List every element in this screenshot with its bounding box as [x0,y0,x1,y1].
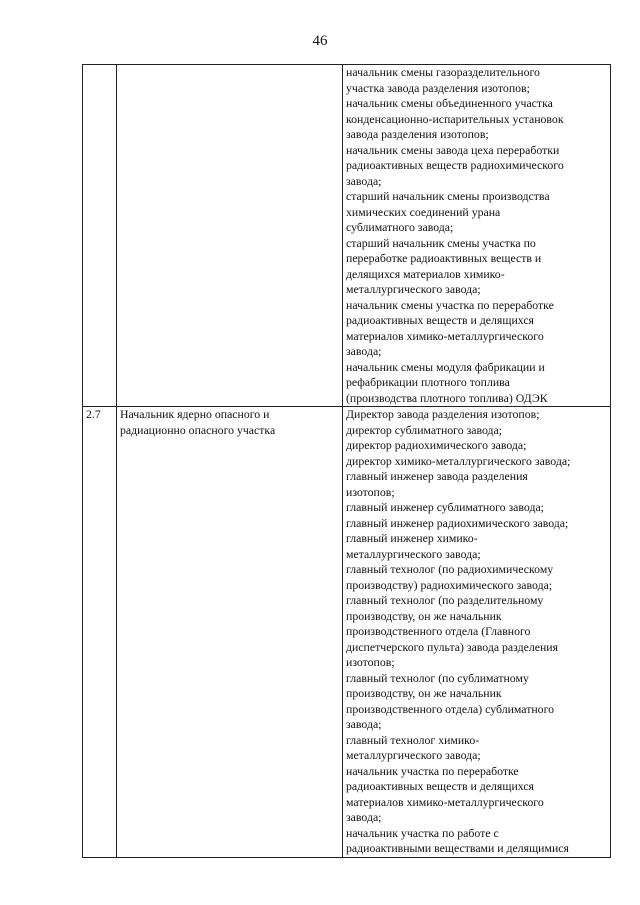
text-line: главный технолог химико- [346,732,480,747]
text-line: производству) радиохимического завода; [346,577,553,592]
text-line: переработке радиоактивных веществ и [346,251,542,265]
text-line: начальник смены модуля фабрикации и [346,359,545,374]
text-line: Директор завода разделения изотопов; [346,407,540,421]
text-line: главный инженер сублиматного завода; [346,500,544,514]
text-line: производству, он же начальник [346,608,502,623]
text-line: главный технолог (по радиохимическому [346,562,554,576]
text-line: главный инженер завода разделения [346,469,528,483]
text-line: начальник смены объединенного участка [346,96,553,110]
text-line: директор химико-металлургического завода; [346,453,571,468]
text-line: начальник участка по переработке [346,763,519,778]
text-line: металлургического завода; [346,546,481,561]
text-line: завода; [346,344,382,358]
text-line: старший начальник смены производства [346,189,550,203]
text-line: начальник смены газоразделительного [346,65,540,79]
subordinates-cell [343,65,611,407]
position-cell [117,407,343,858]
text-line: производственного отдела (Главного [346,624,531,638]
text-line: начальник участка по работе с [346,825,499,840]
text-line: директор сублиматного завода; [346,422,503,437]
text-line: главный технолог (по сублиматному [346,670,529,685]
text-line: изотопов; [346,484,395,499]
text-line: материалов химико-металлургического [346,794,544,809]
text-line: директор радиохимического завода; [346,438,527,452]
text-line: радиационно опасного участка [120,422,276,437]
text-line: завода; [346,810,382,824]
position-cell [117,65,343,407]
text-line: делящихся материалов химико- [346,266,505,281]
text-line: рефабрикации плотного топлива [346,375,510,389]
text-line: производству, он же начальник [346,686,502,700]
text-line: главный технолог (по разделительному [346,593,544,607]
text-line: радиоактивными веществами и делящимися [346,841,569,855]
text-line: радиоактивных веществ и делящихся [346,779,534,793]
text-line: радиоактивных веществ радиохимического [346,158,564,172]
text-line: конденсационно-испарительных установок [346,111,564,126]
text-line: завода разделения изотопов; [346,127,489,141]
table-row [83,407,611,858]
text-line: металлургического завода; [346,282,481,296]
text-line: производственного отдела) сублиматного [346,701,555,716]
table-row [83,65,611,407]
text-line: начальник смены завода цеха переработки [346,142,560,157]
page-number: 46 [312,33,328,49]
subordinates-cell [343,407,611,858]
text-line: материалов химико-металлургического [346,328,544,343]
text-line: диспетчерского пульта) завода разделения [346,639,559,654]
text-line: радиоактивных веществ и делящихся [346,313,534,327]
text-line: участка завода разделения изотопов; [346,80,530,95]
text-line: металлургического завода; [346,748,481,762]
personnel-table [82,64,611,858]
text-line: главный инженер радиохимического завода; [346,515,569,530]
text-line: сублиматного завода; [346,220,454,234]
text-line: завода; [346,173,382,188]
text-line: Начальник ядерно опасного и [120,407,270,421]
text-line: главный инженер химико- [346,531,478,545]
text-line: химических соединений урана [346,204,501,219]
text-line: изотопов; [346,655,395,669]
text-line: старший начальник смены участка по [346,235,536,250]
row-number-cell [83,65,117,407]
text-line: начальник смены участка по переработке [346,297,554,312]
row-number-cell: 2.7 [83,407,117,858]
text-line: (производства плотного топлива) ОДЭК [346,390,548,405]
text-line: завода; [346,717,382,731]
